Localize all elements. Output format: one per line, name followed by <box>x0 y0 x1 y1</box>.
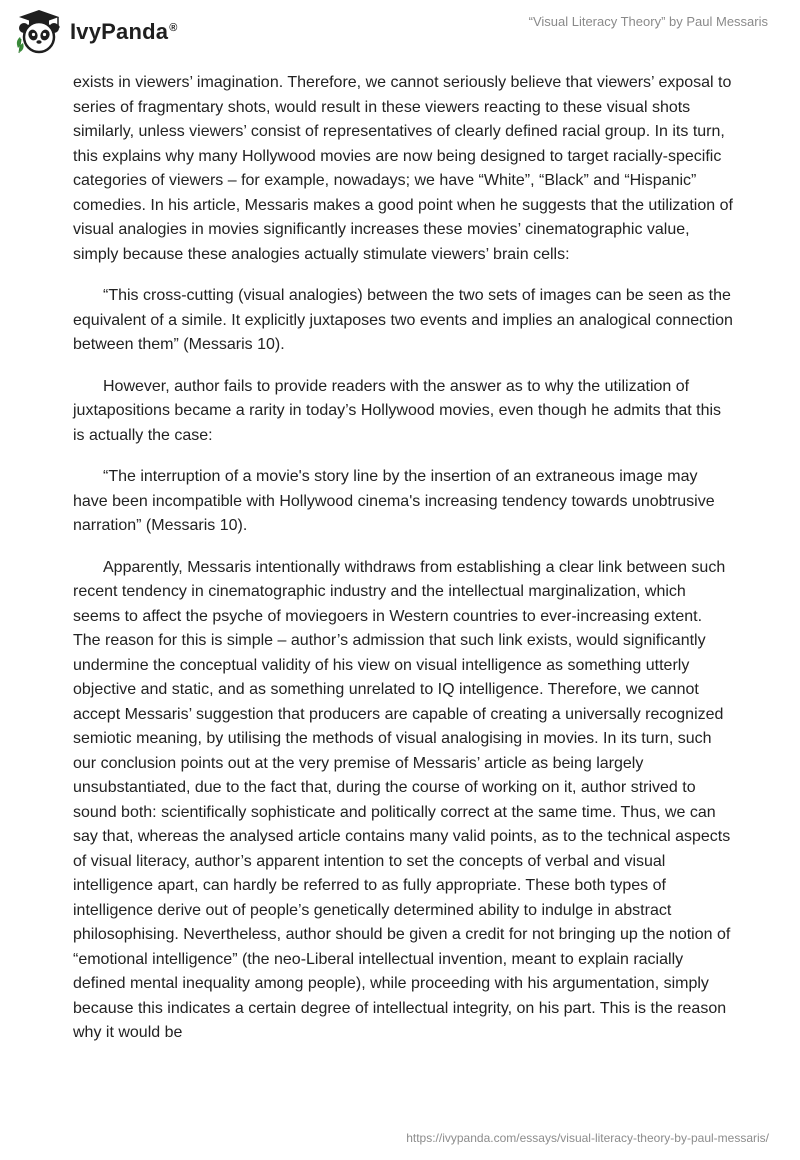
logo-wordmark <box>70 19 178 45</box>
paragraph: However, author fails to provide readers with the answer as to why the utilization of juxtapositions became a rarity in today’s Hollywood movies, even though he admits that this is actually the case: <box>73 377 722 444</box>
quote-paragraph: “The interruption of a movie's story line by the insertion of an extraneous image may have been incompatible with Hollywood cinema's increasing tendency towards unobtrusive narration” (Messaris 10). <box>73 468 715 534</box>
panda-logo-icon <box>14 8 64 56</box>
paragraph-continuation: exists in viewers’ imagination. Therefore, we cannot seriously believe that viewers’ exposal to series of fragmentary shots, would result in these viewers reacting to these visual shots similarly, unless viewers’ consist of representatives of clearly defined racial group. In its turn, this explains why many Hollywood movies are now being designed to target racially-specific categories of viewers – for example, nowadays; we have “White”, “Black” and “Hispanic” comedies. In his article, Messaris makes a good point when he suggests that the utilization of visual analogies in movies significantly increases these movies’ cinematographic value, simply because these analogies actually stimulate viewers’ brain cells: <box>73 74 733 263</box>
document-title: “Visual Literacy Theory” by Paul Messaris <box>528 14 768 29</box>
ivypanda-logo[interactable] <box>14 8 178 56</box>
essay-body <box>73 71 733 1063</box>
page-header <box>0 0 800 64</box>
paragraph: Apparently, Messaris intentionally withdraws from establishing a clear link between such recent tendency in cinematographic industry and the intellectual marginalization, which seems to affect the psyche of moviegoers in Western countries to ever-increasing extent. The reason for this is simple – author’s admission that such link exists, would significantly undermine the conceptual validity of his view on visual intelligence as something utterly objective and static, and as something unrelated to IQ intelligence. Therefore, we cannot accept Messaris’ suggestion that producers are capable of creating a universally recognized semiotic meaning, by utilising the methods of visual analogising in movies. In its turn, such our conclusion points out at the very premise of Messaris’ article as being largely unsubstantiated, due to the fact that, during the course of working on it, author strived to sound both: scientifically sophisticate and politically correct at the same time. Thus, we can say that, whereas the analysed article contains many valid points, as to the technical aspects of visual literacy, author’s apparent intention to set the concepts of verbal and visual intelligence apart, can hardly be referred to as fully appropriate. These both types of intelligence derive out of people’s genetically determined ability to indulge in abstract philosophising. Nevertheless, author should be given a credit for not bringing up the notion of “emotional intelligence” (the neo-Liberal intellectual invention, meant to explain racially defined mental inequality among people), while proceeding with his argumentation, simply because this indicates a certain degree of intellectual integrity, on his part. This is the reason why it would be <box>73 558 731 1041</box>
quote-paragraph: “This cross-cutting (visual analogies) between the two sets of images can be seen as the equivalent of a simile. It explicitly juxtaposes two events and implies an analogical connection between them” (Messaris 10). <box>73 287 733 353</box>
source-url[interactable]: https://ivypanda.com/essays/visual-literacy-theory-by-paul-messaris/ <box>406 1131 769 1145</box>
logo-name: IvyPanda <box>70 19 169 44</box>
registered-mark: ® <box>169 21 178 34</box>
